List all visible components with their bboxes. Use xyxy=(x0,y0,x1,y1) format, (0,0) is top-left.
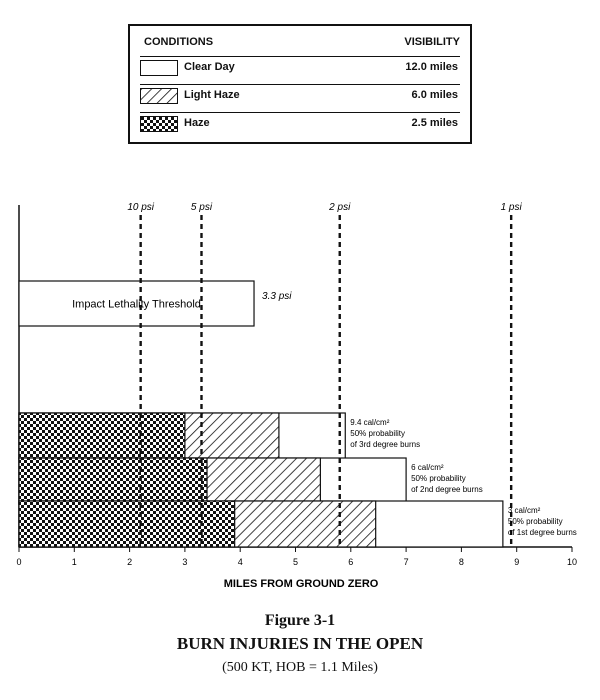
legend-row-light-haze xyxy=(140,84,460,107)
burn-annotation-line: 50% probability xyxy=(411,474,466,483)
x-tick-label: 0 xyxy=(16,557,22,567)
burn-annotation-line: 3 cal/cm² xyxy=(507,506,541,515)
pressure-line-label: 10 psi xyxy=(127,202,155,213)
x-tick-label: 5 xyxy=(292,557,299,567)
burn-annotation-line: of 3rd degree burns xyxy=(350,440,421,449)
haze-segment xyxy=(19,458,207,504)
x-axis-title: MILES FROM GROUND ZERO xyxy=(223,578,379,590)
bars-group xyxy=(19,281,503,547)
burn-annotation-line: of 1st degree burns xyxy=(507,528,577,537)
figure-number: Figure 3-1 xyxy=(264,612,336,629)
legend-value-haze: 2.5 miles xyxy=(411,117,458,129)
haze-segment xyxy=(19,413,185,459)
threshold-annotation: 3.3 psi xyxy=(262,291,292,302)
burn-annotation-line: 50% probability xyxy=(507,517,563,526)
burn-annotation-line: of 2nd degree burns xyxy=(411,485,483,494)
pressure-line-label: 1 psi xyxy=(500,202,522,213)
x-tick-label: 2 xyxy=(127,557,133,567)
pressure-line-label: 5 psi xyxy=(190,202,213,213)
x-tick-label: 1 xyxy=(71,557,77,567)
legend-label-clear-day: Clear Day xyxy=(184,61,235,73)
threshold-bar-label: Impact Lethality Threshold xyxy=(72,298,201,311)
legend-row-clear-day xyxy=(140,56,460,79)
burn-chart xyxy=(0,190,600,600)
x-tick-label: 9 xyxy=(514,557,520,567)
checker-swatch-icon xyxy=(140,116,178,132)
legend-header-conditions: CONDITIONS xyxy=(144,36,214,48)
x-tick-label: 4 xyxy=(237,557,243,567)
pressure-line-label: 2 psi xyxy=(329,202,351,213)
burn-annotation-line: 6 cal/cm² xyxy=(411,463,444,472)
x-tick-label: 8 xyxy=(458,557,464,567)
legend-row-haze xyxy=(140,112,460,135)
burn-annotation-line: 50% probability xyxy=(350,429,405,438)
figure-subtitle: (500 KT, HOB = 1.1 Miles) xyxy=(222,660,378,675)
x-tick-label: 3 xyxy=(182,557,188,567)
clear-swatch-icon xyxy=(140,60,178,76)
legend-label-haze: Haze xyxy=(184,117,210,129)
legend-header-visibility: VISIBILITY xyxy=(404,36,460,48)
legend-box xyxy=(128,24,472,144)
legend-value-light-haze: 6.0 miles xyxy=(411,89,458,101)
hatch-swatch-icon xyxy=(140,88,178,104)
burn-annotation-line: 9.4 cal/cm² xyxy=(350,418,390,427)
x-tick-label: 10 xyxy=(566,557,578,567)
x-tick-label: 6 xyxy=(348,557,354,567)
legend-label-light-haze: Light Haze xyxy=(184,89,240,101)
legend-value-clear-day: 12.0 miles xyxy=(405,61,458,73)
legend-header xyxy=(144,36,460,48)
figure-title: BURN INJURIES IN THE OPEN xyxy=(176,634,424,653)
x-tick-label: 7 xyxy=(403,557,409,567)
